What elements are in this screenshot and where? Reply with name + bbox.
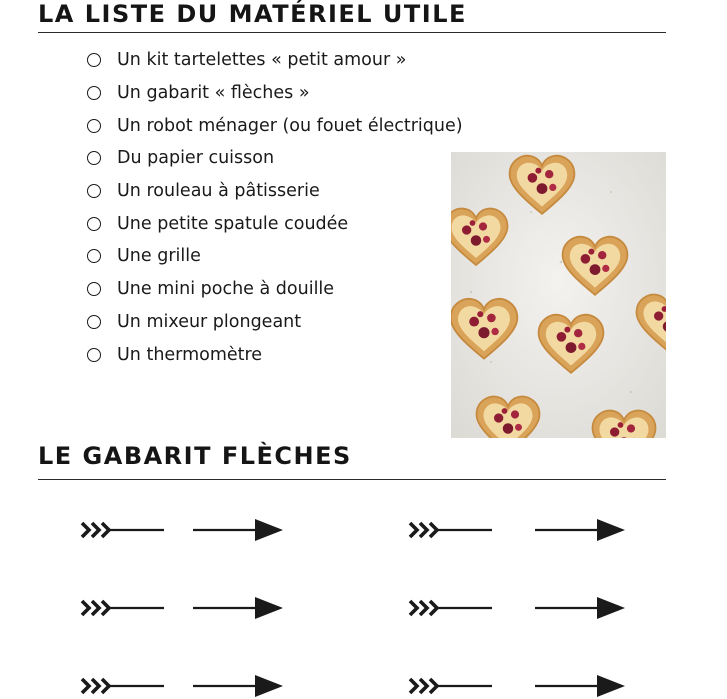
checkbox-circle-icon[interactable] xyxy=(87,184,101,198)
arrow-tail-icon xyxy=(408,595,494,621)
checkbox-circle-icon[interactable] xyxy=(87,86,101,100)
checkbox-circle-icon[interactable] xyxy=(87,217,101,231)
arrow-tail-icon xyxy=(80,517,166,543)
checklist-item[interactable] xyxy=(86,175,463,208)
arrow-tail-icon xyxy=(408,517,494,543)
materials-section-title: LA LISTE DU MATÉRIEL UTILE xyxy=(38,0,467,28)
arrow-tail-icon xyxy=(408,673,494,699)
checklist-item[interactable] xyxy=(86,338,463,371)
checklist-item-label: Un rouleau à pâtisserie xyxy=(117,181,320,202)
checklist-item[interactable] xyxy=(86,306,463,339)
arrow-template-section-title: LE GABARIT FLÈCHES xyxy=(38,442,352,470)
arrow-head-icon xyxy=(193,595,285,621)
arrow-head-icon xyxy=(193,673,285,699)
checklist-item-label: Un kit tartelettes « petit amour » xyxy=(117,50,407,71)
checkbox-circle-icon[interactable] xyxy=(87,282,101,296)
checklist-item[interactable] xyxy=(86,240,463,273)
checklist-item-label: Une petite spatule coudée xyxy=(117,213,349,234)
checklist-item-label: Du papier cuisson xyxy=(117,148,275,169)
arrow-tail-icon xyxy=(80,673,166,699)
checklist-item-label: Un thermomètre xyxy=(117,344,263,365)
checklist-item[interactable] xyxy=(86,77,463,110)
arrow-tail-icon xyxy=(80,595,166,621)
checkbox-circle-icon[interactable] xyxy=(87,315,101,329)
checkbox-circle-icon[interactable] xyxy=(87,53,101,67)
checklist-item-label: Un gabarit « flèches » xyxy=(117,83,310,104)
arrow-head-icon xyxy=(193,517,285,543)
title-divider xyxy=(38,479,666,480)
heart-tartlets-photo xyxy=(451,152,666,438)
checkbox-circle-icon[interactable] xyxy=(87,119,101,133)
checklist-item-label: Une mini poche à douille xyxy=(117,279,335,300)
checklist-item-label: Une grille xyxy=(117,246,201,267)
arrow-head-icon xyxy=(535,595,627,621)
materials-checklist xyxy=(86,44,463,371)
title-divider xyxy=(38,32,666,33)
checklist-item[interactable] xyxy=(86,207,463,240)
checkbox-circle-icon[interactable] xyxy=(87,249,101,263)
checklist-item[interactable] xyxy=(86,142,463,175)
checklist-item[interactable] xyxy=(86,109,463,142)
checklist-item-label: Un mixeur plongeant xyxy=(117,311,302,332)
checklist-item[interactable] xyxy=(86,273,463,306)
arrow-head-icon xyxy=(535,673,627,699)
checkbox-circle-icon[interactable] xyxy=(87,348,101,362)
arrow-head-icon xyxy=(535,517,627,543)
checkbox-circle-icon[interactable] xyxy=(87,151,101,165)
checklist-item-label: Un robot ménager (ou fouet électrique) xyxy=(117,115,463,136)
checklist-item[interactable] xyxy=(86,44,463,77)
